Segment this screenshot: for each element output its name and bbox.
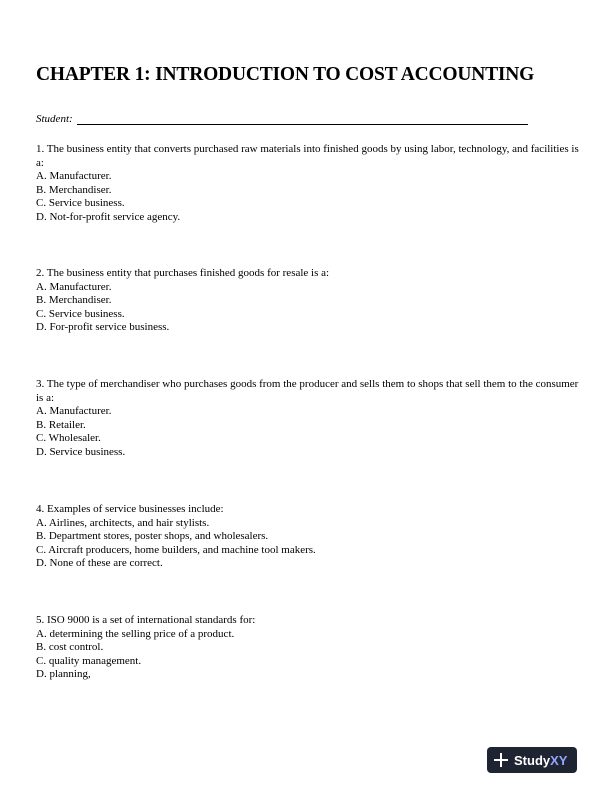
option-d: D. For-profit service business. — [36, 321, 170, 334]
question-5 — [36, 614, 581, 682]
question-2 — [36, 267, 581, 335]
option-d: D. Not-for-profit service agency. — [36, 210, 181, 223]
question-4 — [36, 503, 581, 571]
question-stem: 3. The type of merchandiser who purchases goods from the producer and sells them to shops that sell them to the consumer is a: — [36, 378, 579, 404]
question-stem: 5. ISO 9000 is a set of international standards for: — [36, 614, 256, 626]
question-1 — [36, 143, 581, 225]
option-c: C. Service business. — [36, 307, 125, 320]
badge-text-main: Study — [514, 752, 551, 768]
student-name-line — [77, 113, 528, 125]
option-c: C. Aircraft producers, home builders, and machine tool makers. — [36, 543, 316, 556]
option-b: B. Merchandiser. — [36, 294, 112, 307]
option-a: A. Airlines, architects, and hair stylists. — [36, 516, 210, 529]
option-a: A. determining the selling price of a product. — [36, 627, 235, 640]
option-b: B. Merchandiser. — [36, 183, 112, 196]
plus-icon — [493, 752, 509, 768]
options-list — [36, 517, 581, 571]
option-d: D. None of these are correct. — [36, 557, 163, 570]
option-d: D. planning, — [36, 668, 91, 681]
option-c: C. Service business. — [36, 197, 125, 210]
option-c: C. Wholesaler. — [36, 432, 101, 445]
option-a: A. Manufacturer. — [36, 405, 112, 418]
studyxy-badge[interactable] — [487, 747, 577, 773]
student-field — [36, 113, 528, 125]
badge-text-accent: XY — [550, 752, 568, 768]
page-title: CHAPTER 1: INTRODUCTION TO COST ACCOUNTING — [36, 64, 535, 85]
option-b: B. Department stores, poster shops, and wholesalers. — [36, 530, 269, 543]
options-list — [36, 405, 581, 459]
options-list — [36, 628, 581, 682]
option-b: B. Retailer. — [36, 418, 86, 431]
option-a: A. Manufacturer. — [36, 170, 112, 183]
question-3 — [36, 378, 581, 460]
question-stem: 1. The business entity that converts purchased raw materials into finished goods by using labor, technology, and facilities is a: — [36, 143, 579, 169]
option-d: D. Service business. — [36, 445, 126, 458]
option-b: B. cost control. — [36, 641, 104, 654]
options-list — [36, 281, 581, 335]
question-stem: 4. Examples of service businesses include: — [36, 503, 224, 515]
option-a: A. Manufacturer. — [36, 280, 112, 293]
question-stem: 2. The business entity that purchases finished goods for resale is a: — [36, 267, 330, 279]
student-label: Student: — [36, 113, 73, 125]
option-c: C. quality management. — [36, 654, 142, 667]
options-list — [36, 170, 581, 224]
